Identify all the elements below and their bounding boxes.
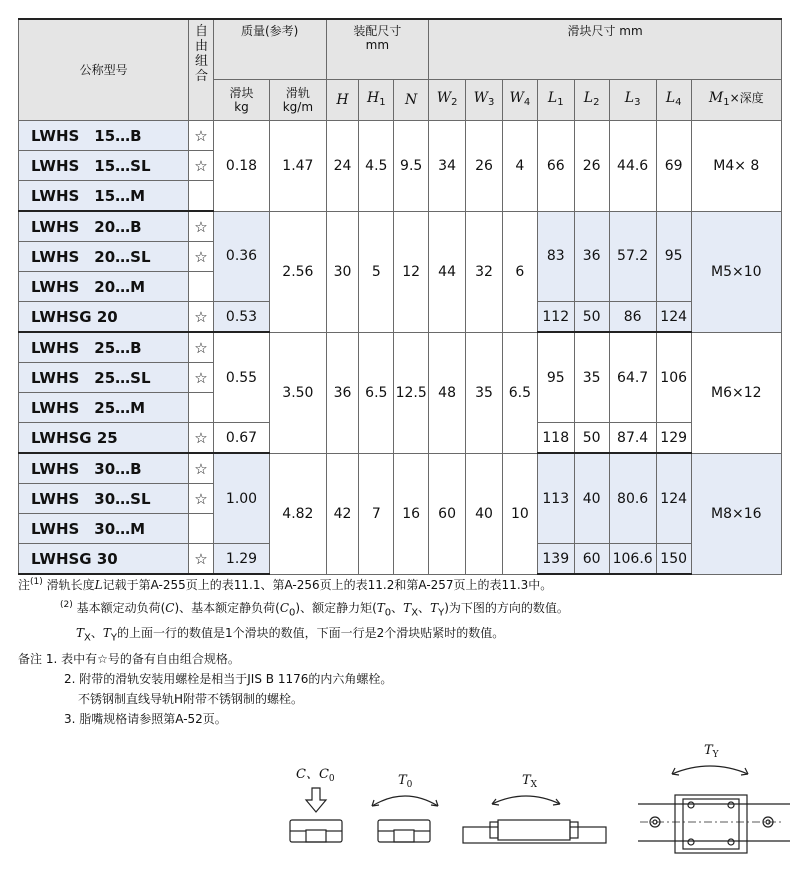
W2-cell: 60 xyxy=(429,453,466,574)
header-M1: $M_1\times$深度 xyxy=(691,80,781,121)
L3-cell: 64.7 xyxy=(609,332,656,423)
remark-2: 2. 附带的滑轨安装用螺栓是相当于JIS B 1176的内六角螺栓。 xyxy=(64,671,393,686)
L3-cell: 80.6 xyxy=(609,453,656,544)
model-cell: LWHSG 25 xyxy=(19,423,189,454)
model-cell: LWHS 25…SL xyxy=(19,363,189,393)
header-H1: $H_1$ xyxy=(359,80,394,121)
model-cell: LWHS 30…M xyxy=(19,514,189,544)
model-cell: LWHS 25…B xyxy=(19,332,189,363)
free-combo-star: ☆ xyxy=(189,423,214,454)
free-combo-star xyxy=(189,393,214,423)
model-cell: LWHS 15…SL xyxy=(19,151,189,181)
free-combo-star: ☆ xyxy=(189,363,214,393)
H-cell: 36 xyxy=(326,332,359,453)
diagram-label-tx: $T_X$ xyxy=(522,773,538,790)
mass-rail-cell: 3.50 xyxy=(270,332,326,453)
remark-3: 3. 脂嘴规格请参照第A-52页。 xyxy=(64,711,227,726)
W4-cell: 6 xyxy=(502,211,537,332)
moment-diagram-ty xyxy=(638,766,790,853)
mass-rail-cell: 1.47 xyxy=(270,121,326,212)
header-free-combo: 自由组合 xyxy=(189,19,214,121)
model-cell: LWHS 30…SL xyxy=(19,484,189,514)
header-L4: $L_4$ xyxy=(656,80,691,121)
model-cell: LWHS 15…M xyxy=(19,181,189,212)
header-L1: $L_1$ xyxy=(537,80,574,121)
L3-g-cell: 106.6 xyxy=(609,544,656,575)
H-cell: 24 xyxy=(326,121,359,212)
L1-g-cell: 139 xyxy=(537,544,574,575)
note-2: $^{(2)}$ 基本额定动负荷(C)、基本额定静负荷$(C_0)$、额定静力矩($T_0$、$T_X$、$T_Y$)为下图的方向的数值。 xyxy=(60,600,569,619)
free-combo-star: ☆ xyxy=(189,332,214,363)
diagram-label-t0: $T_0$ xyxy=(398,773,413,790)
W4-cell: 6.5 xyxy=(502,332,537,453)
L1-cell: 113 xyxy=(537,453,574,544)
free-combo-star: ☆ xyxy=(189,544,214,575)
L4-g-cell: 129 xyxy=(656,423,691,454)
L4-g-cell: 124 xyxy=(656,302,691,333)
table-row xyxy=(19,121,782,151)
diagram-label-ty: $T_Y$ xyxy=(704,743,719,760)
mass-rail-cell: 2.56 xyxy=(270,211,326,332)
W3-cell: 40 xyxy=(466,453,503,574)
model-cell: LWHS 30…B xyxy=(19,453,189,484)
W2-cell: 44 xyxy=(429,211,466,332)
note-1: 注$^{(1)}$ 滑轨长度L记载于第A-255页上的表11.1、第A-256页上的表11.2和第A-257页上的表11.3中。 xyxy=(18,577,553,592)
table-row xyxy=(19,211,782,242)
L4-g-cell: 150 xyxy=(656,544,691,575)
moment-diagram-tx xyxy=(463,796,606,843)
N-cell: 12 xyxy=(394,211,429,332)
header-W4: $W_4$ xyxy=(502,80,537,121)
H1-cell: 4.5 xyxy=(359,121,394,212)
diagram-label-c: C、$C_0$ xyxy=(296,767,335,784)
L1-g-cell: 112 xyxy=(537,302,574,333)
H1-cell: 5 xyxy=(359,211,394,332)
header-assembly: 装配尺寸 mm xyxy=(326,19,429,80)
L1-cell: 95 xyxy=(537,332,574,423)
free-combo-star: ☆ xyxy=(189,453,214,484)
L3-cell: 57.2 xyxy=(609,211,656,302)
W3-cell: 32 xyxy=(466,211,503,332)
model-cell: LWHS 15…B xyxy=(19,121,189,151)
mass-block-cell: 0.55 xyxy=(213,332,269,423)
mass-block-g-cell: 0.67 xyxy=(213,423,269,454)
M1-cell: M6×12 xyxy=(691,332,781,453)
H-cell: 42 xyxy=(326,453,359,574)
free-combo-star xyxy=(189,272,214,302)
L2-g-cell: 50 xyxy=(574,302,609,333)
load-diagram-c xyxy=(290,788,342,842)
spec-table xyxy=(18,18,782,575)
model-cell: LWHS 20…M xyxy=(19,272,189,302)
L2-cell: 36 xyxy=(574,211,609,302)
M1-cell: M8×16 xyxy=(691,453,781,574)
model-cell: LWHS 25…M xyxy=(19,393,189,423)
notes xyxy=(18,572,569,729)
table-row xyxy=(19,332,782,363)
free-combo-star xyxy=(189,181,214,212)
table-row xyxy=(19,453,782,484)
header-H: H xyxy=(326,80,359,121)
W2-cell: 48 xyxy=(429,332,466,453)
W2-cell: 34 xyxy=(429,121,466,212)
header-L3: $L_3$ xyxy=(609,80,656,121)
L3-g-cell: 87.4 xyxy=(609,423,656,454)
L4-cell: 69 xyxy=(656,121,691,212)
header-block-dims: 滑块尺寸 mm xyxy=(429,19,782,80)
L4-cell: 106 xyxy=(656,332,691,423)
mass-block-g-cell: 0.53 xyxy=(213,302,269,333)
N-cell: 16 xyxy=(394,453,429,574)
L2-cell: 35 xyxy=(574,332,609,423)
free-combo-star: ☆ xyxy=(189,242,214,272)
W4-cell: 10 xyxy=(502,453,537,574)
W3-cell: 26 xyxy=(466,121,503,212)
free-combo-star: ☆ xyxy=(189,121,214,151)
L2-g-cell: 50 xyxy=(574,423,609,454)
L3-g-cell: 86 xyxy=(609,302,656,333)
N-cell: 12.5 xyxy=(394,332,429,453)
mass-block-cell: 1.00 xyxy=(213,453,269,544)
mass-rail-cell: 4.82 xyxy=(270,453,326,574)
free-combo-star xyxy=(189,514,214,544)
L1-g-cell: 118 xyxy=(537,423,574,454)
L1-cell: 66 xyxy=(537,121,574,212)
header-L2: $L_2$ xyxy=(574,80,609,121)
header-model: 公称型号 xyxy=(19,19,189,121)
remark-2-cont: 不锈钢制直线导轨H附带不锈钢制的螺栓。 xyxy=(78,691,304,706)
L2-g-cell: 60 xyxy=(574,544,609,575)
H1-cell: 7 xyxy=(359,453,394,574)
header-W2: $W_2$ xyxy=(429,80,466,121)
header-mass: 质量(参考) xyxy=(213,19,326,80)
H1-cell: 6.5 xyxy=(359,332,394,453)
L2-cell: 40 xyxy=(574,453,609,544)
free-combo-star: ☆ xyxy=(189,151,214,181)
M1-cell: M5×10 xyxy=(691,211,781,332)
mass-block-g-cell: 1.29 xyxy=(213,544,269,575)
L4-cell: 124 xyxy=(656,453,691,544)
free-combo-star: ☆ xyxy=(189,484,214,514)
header-W3: $W_3$ xyxy=(466,80,503,121)
model-cell: LWHSG 20 xyxy=(19,302,189,333)
model-cell: LWHS 20…B xyxy=(19,211,189,242)
N-cell: 9.5 xyxy=(394,121,429,212)
header-mass-block: 滑块 kg xyxy=(213,80,269,121)
W4-cell: 4 xyxy=(502,121,537,212)
M1-cell: M4× 8 xyxy=(691,121,781,212)
mass-block-cell: 0.36 xyxy=(213,211,269,302)
model-cell: LWHSG 30 xyxy=(19,544,189,575)
L2-cell: 26 xyxy=(574,121,609,212)
H-cell: 30 xyxy=(326,211,359,332)
header-mass-rail: 滑轨 kg/m xyxy=(270,80,326,121)
L4-cell: 95 xyxy=(656,211,691,302)
note-2-cont: $T_X$、$T_Y$的上面一行的数值是1个滑块的数值，下面一行是2个滑块贴紧时的数值。 xyxy=(76,626,505,644)
load-direction-diagrams xyxy=(270,740,790,865)
header-N: N xyxy=(394,80,429,121)
free-combo-star: ☆ xyxy=(189,302,214,333)
W3-cell: 35 xyxy=(466,332,503,453)
model-cell: LWHS 20…SL xyxy=(19,242,189,272)
free-combo-star: ☆ xyxy=(189,211,214,242)
moment-diagram-t0 xyxy=(372,796,438,842)
remark-1: 备注 1. 表中有☆号的备有自由组合规格。 xyxy=(18,651,240,666)
L1-cell: 83 xyxy=(537,211,574,302)
L3-cell: 44.6 xyxy=(609,121,656,212)
mass-block-cell: 0.18 xyxy=(213,121,269,212)
